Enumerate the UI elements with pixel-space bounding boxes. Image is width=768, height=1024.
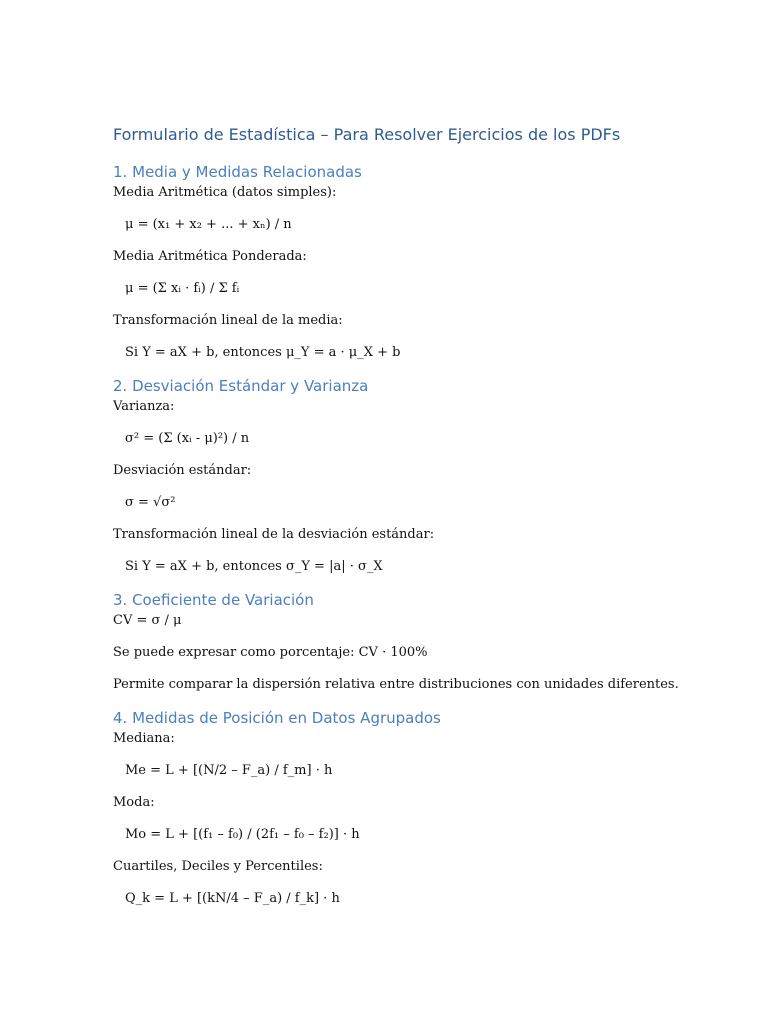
- formula-line: Si Y = aX + b, entonces μ_Y = a · μ_X + b: [125, 345, 401, 360]
- section-media: [113, 162, 713, 362]
- paragraph: Media Aritmética (datos simples):: [113, 185, 337, 200]
- paragraph: Varianza:: [113, 399, 175, 414]
- paragraph: Transformación lineal de la media:: [113, 313, 343, 328]
- formula-line: Mo = L + [(f₁ – f₀) / (2f₁ – f₀ – f₂)] · h: [125, 827, 360, 842]
- section-posicion: [113, 708, 713, 908]
- paragraph: Moda:: [113, 795, 155, 810]
- formula-line: Q_k = L + [(kN/4 – F_a) / f_k] · h: [125, 891, 340, 906]
- section-heading: 2. Desviación Estándar y Varianza: [113, 377, 369, 395]
- section-heading: 3. Coeficiente de Variación: [113, 591, 314, 609]
- paragraph: Cuartiles, Deciles y Percentiles:: [113, 859, 323, 874]
- formula-line: σ = √σ²: [125, 495, 176, 510]
- paragraph: Mediana:: [113, 731, 175, 746]
- paragraph: Permite comparar la dispersión relativa entre distribuciones con unidades diferentes.: [113, 677, 679, 692]
- formula-line: σ² = (Σ (xᵢ - μ)²) / n: [125, 431, 250, 446]
- document-body: [113, 124, 713, 922]
- formula-line: μ = (x₁ + x₂ + ... + xₙ) / n: [125, 217, 292, 232]
- paragraph: Se puede expresar como porcentaje: CV · 100%: [113, 645, 428, 660]
- section-heading: 4. Medidas de Posición en Datos Agrupados: [113, 709, 441, 727]
- formula-line: Si Y = aX + b, entonces σ_Y = |a| · σ_X: [125, 559, 383, 574]
- section-desviacion: [113, 376, 713, 576]
- paragraph: Transformación lineal de la desviación estándar:: [113, 527, 435, 542]
- formula-line: Me = L + [(N/2 – F_a) / f_m] · h: [125, 763, 333, 778]
- paragraph: CV = σ / μ: [113, 613, 182, 628]
- document-title: Formulario de Estadística – Para Resolver Ejercicios de los PDFs: [113, 125, 621, 144]
- paragraph: Desviación estándar:: [113, 463, 252, 478]
- section-coeficiente: [113, 590, 713, 694]
- formula-line: μ = (Σ xᵢ · fᵢ) / Σ fᵢ: [125, 281, 240, 296]
- paragraph: Media Aritmética Ponderada:: [113, 249, 307, 264]
- section-heading: 1. Media y Medidas Relacionadas: [113, 163, 362, 181]
